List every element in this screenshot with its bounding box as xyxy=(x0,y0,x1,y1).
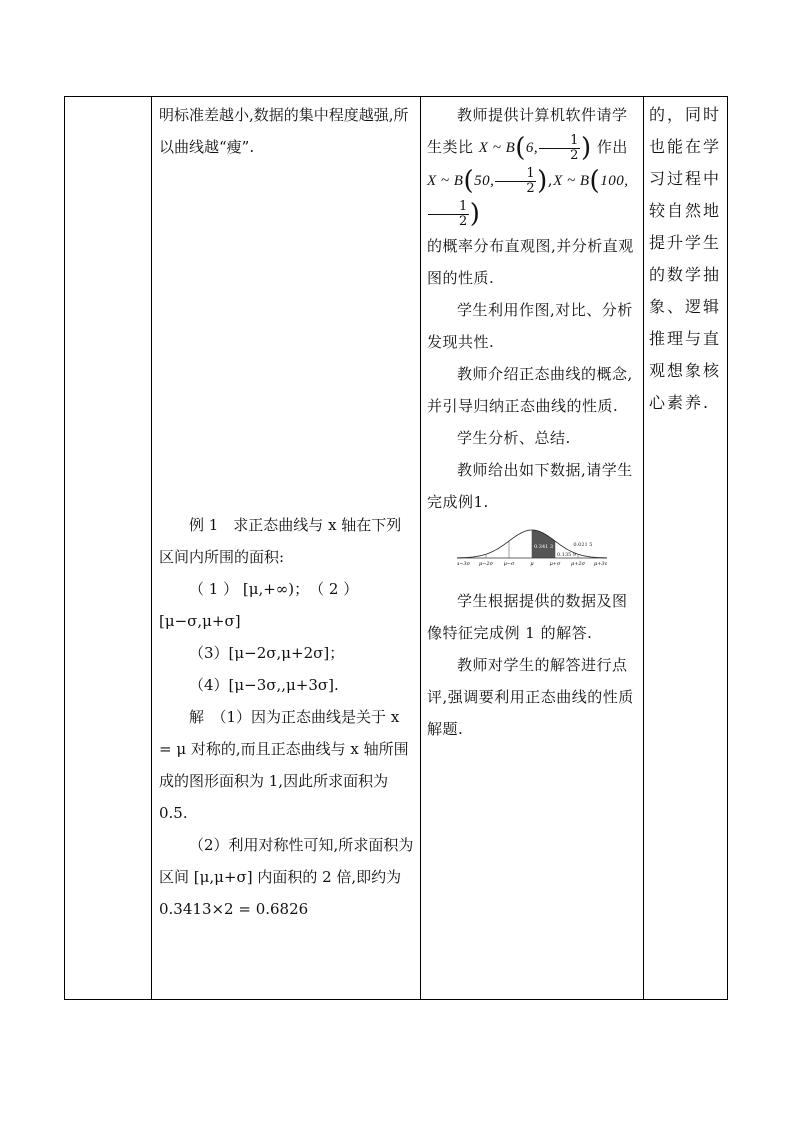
probability-label: 0.135 9 xyxy=(557,552,577,558)
fraction: $\frac{1}{2}$ xyxy=(495,167,536,196)
intent-column xyxy=(649,97,725,419)
lesson-table xyxy=(64,96,728,1000)
x-tick-label: μ+2σ xyxy=(570,561,586,567)
x-tick-label: μ−σ xyxy=(503,561,515,567)
example-heading: 例 1 求正态曲线与 x 轴在下列区间内所围的面积: xyxy=(159,516,402,566)
x-tick-label: μ+3σ xyxy=(593,561,607,567)
solution-1: 解 （1）因为正态曲线是关于 x = μ 对称的,而且正态曲线与 x 轴所围成的图形面积为 1,因此所求面积为 0.5. xyxy=(159,708,409,822)
column-divider-2 xyxy=(420,97,421,999)
solution-2: （2）利用对称性可知,所求面积为区间 [μ,μ+σ] 内面积的 2 倍,即约为 0.3413×2 = 0.6826 xyxy=(159,836,414,918)
x-tick-label: μ−3σ xyxy=(457,561,471,567)
question-1-2: （ 1 ） [μ,+∞)； （ 2 ） [μ−σ,μ+σ] xyxy=(159,580,359,630)
normal-curve-figure xyxy=(457,524,637,579)
binomial-label: X ~ B xyxy=(553,173,590,189)
probability-label: 0.021 5 xyxy=(573,542,593,548)
normal-curve-chart xyxy=(457,524,607,568)
activity-p5: 教师给出如下数据,请学生完成例1. xyxy=(427,461,633,511)
activity-text: 的概率分布直观图,并分析直观图的性质. xyxy=(427,237,634,287)
column-divider-3 xyxy=(643,97,644,999)
fraction: $\frac{1}{2}$ xyxy=(428,200,469,229)
activity-p4: 学生分析、总结. xyxy=(457,429,571,447)
probability-label: 0.341 3 xyxy=(534,544,554,550)
content-column xyxy=(159,97,415,925)
binomial-n: 100, xyxy=(600,173,629,189)
activity-p3: 教师介绍正态曲线的概念,并引导归纳正态曲线的性质. xyxy=(427,365,633,415)
binomial-label: X ~ B xyxy=(427,173,464,189)
x-tick-label: μ+σ xyxy=(549,561,561,567)
activity-p2: 学生利用作图,对比、分析发现共性. xyxy=(427,301,633,351)
fraction: $\frac{1}{2}$ xyxy=(539,134,580,163)
activity-text: 作出 xyxy=(596,138,628,156)
activity-text: 教师提供计算机软件请学生类比 xyxy=(427,106,628,156)
activity-column xyxy=(427,97,637,745)
question-3: （3）[μ−2σ,μ+2σ]； xyxy=(189,644,345,662)
binomial-n: 50, xyxy=(474,173,495,189)
activity-p6: 学生根据提供的数据及图像特征完成例 1 的解答. xyxy=(427,592,628,642)
binomial-n: 6, xyxy=(525,140,539,156)
x-tick-label: μ−2σ xyxy=(478,561,494,567)
intro-text: 明标准差越小,数据的集中程度越强,所以曲线越“瘦”. xyxy=(159,106,409,156)
x-tick-label: μ xyxy=(530,561,534,567)
activity-p1-intro: 教师提供计算机软件请学生类比 X ~ B(6, $\frac{1}{2}$ ) 作出 X ~ B(50, $\frac{1}{2}$ ),X ~ B(100, $\frac{1}{2}$ ) 的概率分布直观图,并分析直观图的性质. xyxy=(427,106,634,287)
column-divider-1 xyxy=(151,97,152,999)
activity-p7: 教师对学生的解答进行点评,强调要利用正态曲线的性质解题. xyxy=(427,656,634,738)
question-4: （4）[μ−3σ,,μ+3σ]. xyxy=(189,676,339,694)
binomial-label: X ~ B xyxy=(478,140,516,156)
intent-text: 的，同时也能在学习过程中较自然地提升学生的数学抽象、逻辑推理与直观想象核心素养. xyxy=(649,105,722,412)
